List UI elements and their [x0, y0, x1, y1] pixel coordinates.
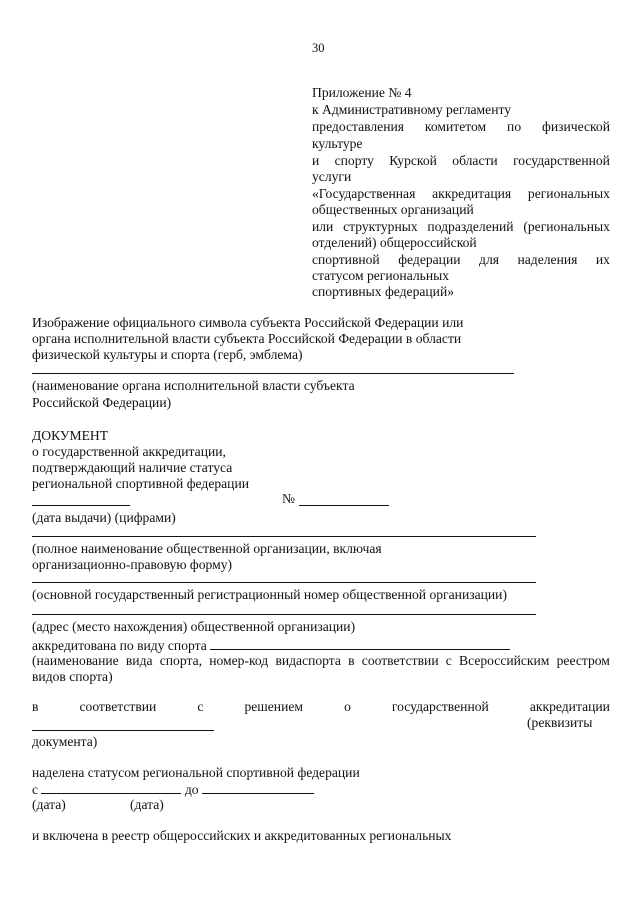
appendix-title: Приложение № 4	[312, 85, 412, 100]
document-line: региональной спортивной федерации	[32, 476, 250, 491]
ogrn-caption: (основной государственный регистрационный номер общественной организации)	[32, 587, 507, 602]
word: (наименование	[32, 653, 119, 668]
org-name-caption: (полное наименование общественной организации, включая	[32, 541, 382, 556]
word: спорту	[334, 153, 374, 168]
date-caption-from: (дата)	[32, 797, 66, 812]
number-sign: №	[282, 491, 295, 506]
word: с	[445, 653, 452, 668]
sport-caption	[32, 653, 610, 669]
decision-line	[32, 699, 610, 715]
appendix-justified-line	[312, 186, 610, 202]
document-heading: ДОКУМЕНТ	[32, 428, 109, 443]
word: и	[312, 153, 320, 168]
to-date-line	[202, 781, 314, 794]
address-line	[32, 614, 536, 615]
word: в	[348, 653, 355, 668]
sport-name-line	[210, 637, 510, 650]
word: для	[479, 252, 499, 267]
word: структурных	[343, 219, 418, 234]
appendix-justified-line	[312, 153, 610, 169]
word: соответствии	[361, 653, 439, 668]
org-name-caption: организационно-правовую форму)	[32, 557, 233, 572]
word: предоставления	[312, 119, 405, 134]
word: Курской	[389, 153, 437, 168]
word: физической	[542, 119, 610, 134]
appendix-line: услуги	[312, 169, 352, 184]
accredited-label: аккредитована по виду спорта	[32, 638, 207, 653]
word: подразделений	[427, 219, 514, 234]
word: решением	[244, 699, 303, 714]
symbol-note-line: органа исполнительной власти субъекта Российской Федерации в области	[32, 331, 462, 346]
accredited-line	[32, 637, 510, 654]
decision-document: документа)	[32, 734, 98, 749]
sport-caption-line2: видов спорта)	[32, 669, 113, 684]
decision-requisites-line	[32, 730, 214, 731]
word: аккредитация	[432, 186, 512, 201]
to-label: до	[184, 782, 199, 797]
word: области	[452, 153, 498, 168]
word: о	[344, 699, 351, 714]
word: наделения	[517, 252, 578, 267]
appendix-line: статусом региональных	[312, 268, 450, 283]
symbol-note-line: Изображение официального символа субъекта Российской Федерации или	[32, 315, 464, 330]
word: или	[312, 219, 334, 234]
appendix-justified-line	[312, 119, 610, 135]
word: по	[507, 119, 522, 134]
registry-line: и включена в реестр общероссийских и аккредитованных региональных	[32, 828, 452, 843]
appendix-justified-line	[312, 219, 610, 235]
word: вида	[125, 653, 153, 668]
word: с	[197, 699, 204, 714]
symbol-note-line: физической культуры и спорта (герб, эмблема)	[32, 347, 303, 362]
word: их	[595, 252, 610, 267]
authority-caption: Российской Федерации)	[32, 395, 172, 410]
decision-requisites: (реквизиты	[527, 715, 593, 730]
word: государственной	[391, 699, 489, 714]
page-number: 30	[312, 41, 325, 55]
word: Всероссийским	[459, 653, 550, 668]
word: (региональных	[523, 219, 610, 234]
appendix-line: отделений) общероссийской	[312, 235, 477, 250]
authority-name-line	[32, 373, 514, 374]
word: федерации	[398, 252, 461, 267]
document-number-line	[299, 505, 389, 506]
appendix-line: культуре	[312, 136, 363, 151]
issue-date-line	[32, 505, 130, 506]
authority-caption: (наименование органа исполнительной власти субъекта	[32, 378, 355, 393]
word: номер-код	[209, 653, 269, 668]
word: комитетом	[424, 119, 487, 134]
word: спорта,	[159, 653, 203, 668]
status-period	[32, 781, 314, 798]
from-date-line	[41, 781, 181, 794]
from-label: с	[32, 782, 39, 797]
appendix-line: к Административному регламенту	[312, 102, 512, 117]
org-name-line	[32, 536, 536, 537]
appendix-line: общественных организаций	[312, 202, 474, 217]
word: спортивной	[312, 252, 380, 267]
date-caption: (дата выдачи) (цифрами)	[32, 510, 176, 525]
status-line: наделена статусом региональной спортивной федерации	[32, 765, 360, 780]
word: государственной	[513, 153, 610, 168]
document-line: о государственной аккредитации,	[32, 444, 226, 459]
word: в	[32, 699, 39, 714]
word: региональных	[527, 186, 610, 201]
appendix-justified-line	[312, 252, 610, 268]
address-caption: (адрес (место нахождения) общественной организации)	[32, 619, 356, 634]
word: видаспорта	[275, 653, 341, 668]
word: «Государственная	[312, 186, 416, 201]
date-caption-to: (дата)	[130, 797, 164, 812]
ogrn-line	[32, 582, 536, 583]
document-line: подтверждающий наличие статуса	[32, 460, 233, 475]
appendix-line: спортивных федераций»	[312, 284, 455, 299]
word: аккредитации	[529, 699, 610, 714]
word: соответствии	[79, 699, 157, 714]
word: реестром	[556, 653, 610, 668]
